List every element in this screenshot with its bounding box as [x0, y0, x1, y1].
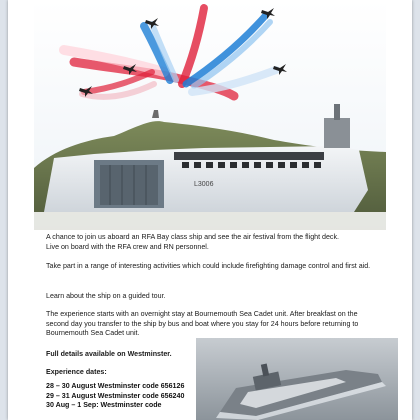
- ship-aerial-illustration: [196, 338, 398, 420]
- red-arrows-ship-illustration: [34, 0, 386, 230]
- date-item: 30 Aug – 1 Sep: Westminster code: [46, 401, 162, 410]
- ship-photo: [196, 338, 398, 420]
- activities-paragraph: Take part in a range of interesting activities which could include firefighting damage control and first aid.: [46, 262, 371, 270]
- schedule-paragraph: The experience starts with an overnight stay at Bournemouth Sea Cadet unit. After breakfast on the second day you transfer to the ship by bus and boat where you stay for 24 hours before returning to Bournemouth Sea Cadet unit.: [46, 310, 359, 338]
- date-item: 29 – 31 August Westminster code 656240: [46, 391, 185, 400]
- hero-image: [34, 0, 386, 230]
- document-page: [8, 0, 412, 420]
- intro-line-1: A chance to join us aboard an RFA Bay class ship and see the air festival from the flight deck.: [46, 233, 339, 241]
- intro-paragraph: [46, 233, 376, 252]
- tour-paragraph: Learn about the ship on a guided tour.: [46, 292, 166, 300]
- date-item: 28 – 30 August Westminster code 656126: [46, 382, 185, 390]
- details-paragraph: Full details available on Westminster.: [46, 350, 172, 358]
- dates-heading: Experience dates:: [46, 368, 107, 376]
- intro-line-2: Live on board with the RFA crew and RN personnel.: [46, 242, 209, 251]
- hull-number: L3006: [194, 181, 214, 188]
